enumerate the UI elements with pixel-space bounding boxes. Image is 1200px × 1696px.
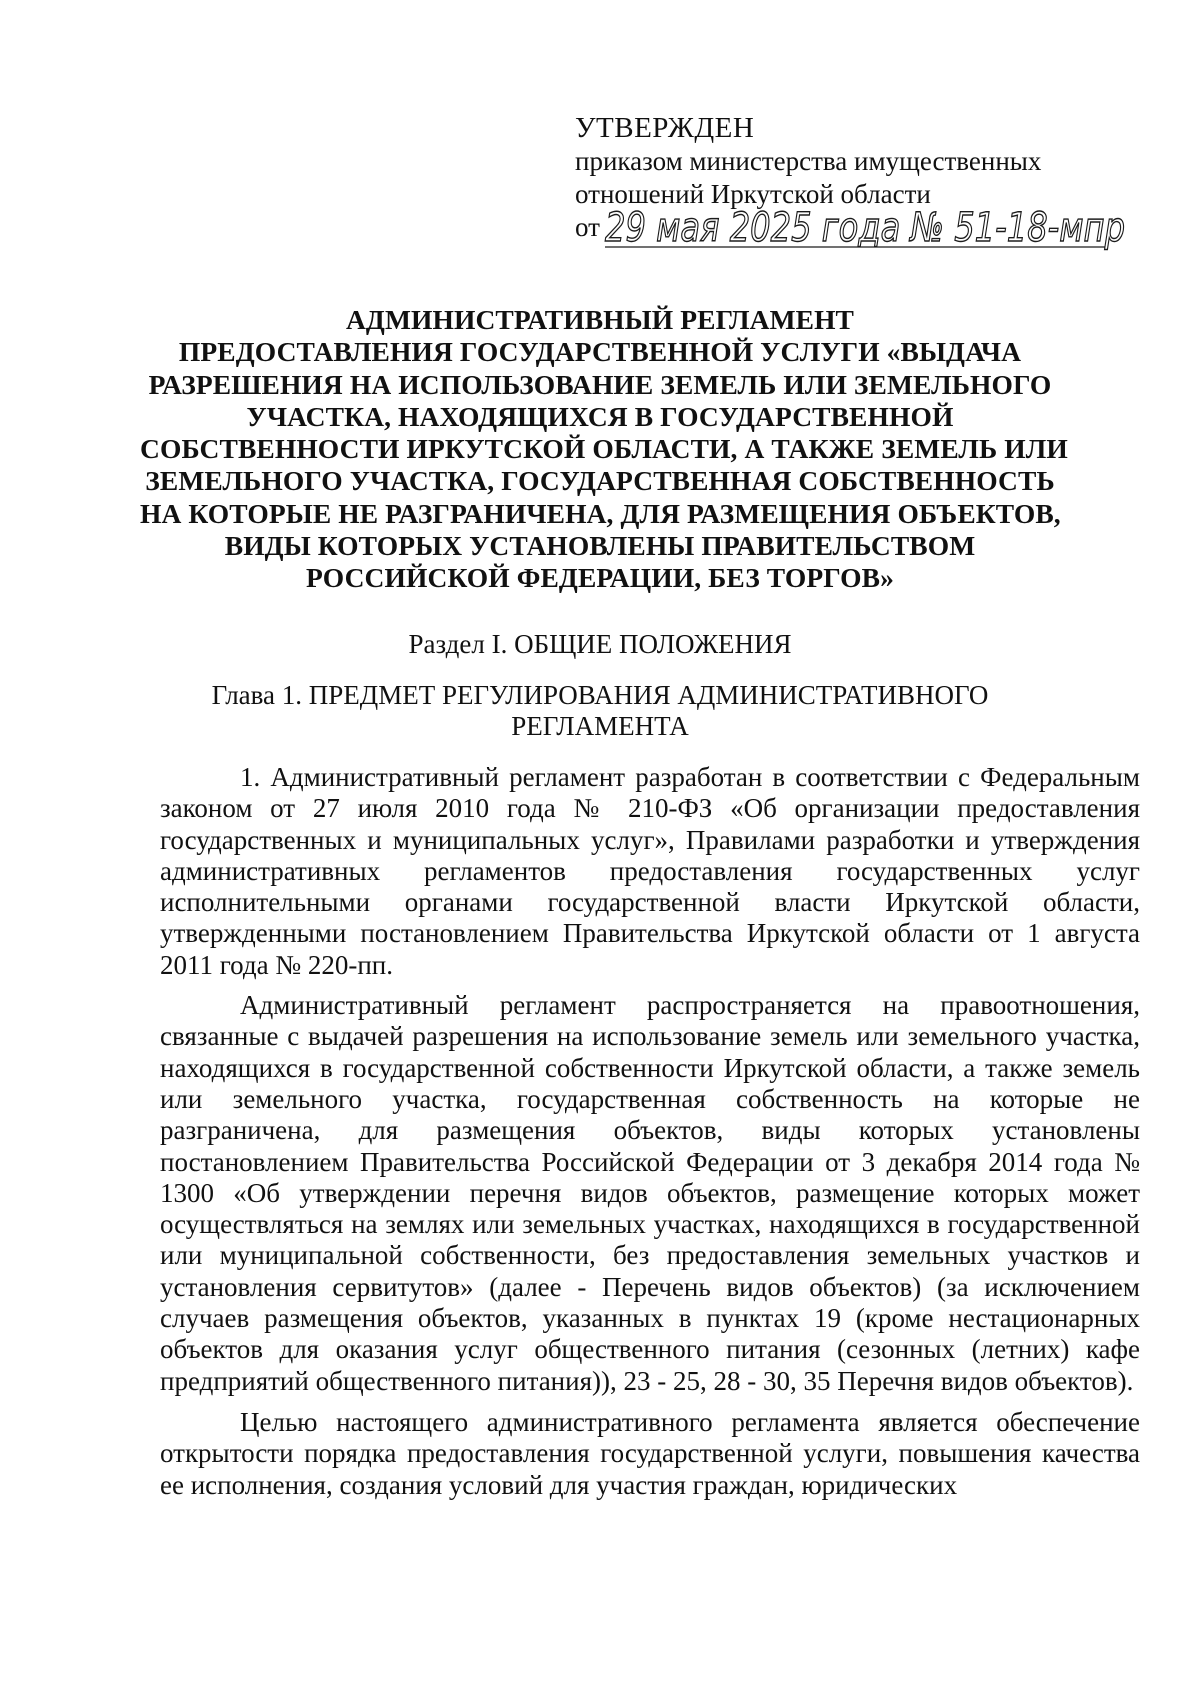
approval-block (575, 112, 1135, 251)
chapter-heading (180, 680, 1020, 742)
chapter-line-1: Глава 1. ПРЕДМЕТ РЕГУЛИРОВАНИЯ АДМИНИСТРАТИВНОГО (211, 680, 989, 710)
paragraph-3: Целью настоящего административного регламента является обеспечение открытости порядка предоставления государственной услуги, повышения качества ее исполнения, создания условий для участия граждан, юридических (160, 1406, 1140, 1500)
handwritten-date-text: 29 мая 2025 года № 51-18-мпр (605, 205, 1125, 251)
title-line-3: РАЗРЕШЕНИЯ НА ИСПОЛЬЗОВАНИЕ ЗЕМЕЛЬ ИЛИ ЗЕМЕЛЬНОГО (148, 368, 1052, 400)
title-line-1: АДМИНИСТРАТИВНЫЙ РЕГЛАМЕНТ (345, 304, 855, 335)
title-line-9: РОССИЙСКОЙ ФЕДЕРАЦИИ, БЕЗ ТОРГОВ» (306, 562, 894, 594)
title-line-4: УЧАСТКА, НАХОДЯЩИХСЯ В ГОСУДАРСТВЕННОЙ (246, 400, 954, 432)
title-line-5: СОБСТВЕННОСТИ ИРКУТСКОЙ ОБЛАСТИ, А ТАКЖЕ ЗЕМЕЛЬ ИЛИ (140, 433, 1068, 465)
paragraph-2: Административный регламент распространяется на правоотношения, связанные с выдачей разрешения на использование земель или земельного участка, находящихся в государственной собственности Иркутской области, а также земель или земельного участка, государственная собственность на которые не разграничена, для размещения объектов, виды которых установлены постановлением Правительства Российской Федерации от 3 декабря 2014 года № 1300 «Об утверждении перечня видов объектов, размещение которых может осуществляться на землях или земельных участках, находящихся в государственной или муниципальной собственности, без предоставления земельных участков и установления сервитутов» (далее - Перечень видов объектов) (за исключением случаев размещения объектов, указанных в пунктах 19 (кроме нестационарных объектов для оказания услуг общественного питания (сезонных (летних) кафе предприятий общественного питания)), 23 - 25, 28 - 30, 35 Перечня видов объектов). (160, 990, 1140, 1396)
approval-date-line (575, 205, 1135, 251)
approval-line-1: приказом министерства имущественных (575, 146, 1042, 176)
approval-from-prefix: от (575, 212, 600, 242)
approval-line-2: отношений Иркутской области (575, 179, 931, 209)
title-line-2: ПРЕДОСТАВЛЕНИЯ ГОСУДАРСТВЕННОЙ УСЛУГИ «ВЫДАЧА (178, 336, 1022, 368)
document-title (140, 304, 1068, 595)
title-line-6: ЗЕМЕЛЬНОГО УЧАСТКА, ГОСУДАРСТВЕННАЯ СОБСТВЕННОСТЬ (145, 465, 1055, 497)
title-line-7: НА КОТОРЫЕ НЕ РАЗГРАНИЧЕНА, ДЛЯ РАЗМЕЩЕНИЯ ОБЪЕКТОВ, (140, 497, 1061, 529)
approval-heading: УТВЕРЖДЕН (575, 112, 755, 144)
paragraph-1: 1. Административный регламент разработан в соответствии с Федеральным законом от 27 июля 2010 года № 210-ФЗ «Об организации предоставления государственных и муниципальных услуг», Правилами разработки и утверждения административных регламентов предоставления государственных услуг исполнительными органами государственной власти Иркутской области, утвержденными постановлением Правительства Иркутской области от 1 августа 2011 года № 220-пп. (160, 762, 1140, 980)
section-heading: Раздел I. ОБЩИЕ ПОЛОЖЕНИЯ (408, 629, 792, 659)
document-body (160, 762, 1140, 1510)
chapter-line-2: РЕГЛАМЕНТА (511, 711, 689, 741)
handwritten-date-signature (605, 197, 1145, 257)
title-line-8: ВИДЫ КОТОРЫХ УСТАНОВЛЕНЫ ПРАВИТЕЛЬСТВОМ (224, 530, 976, 562)
